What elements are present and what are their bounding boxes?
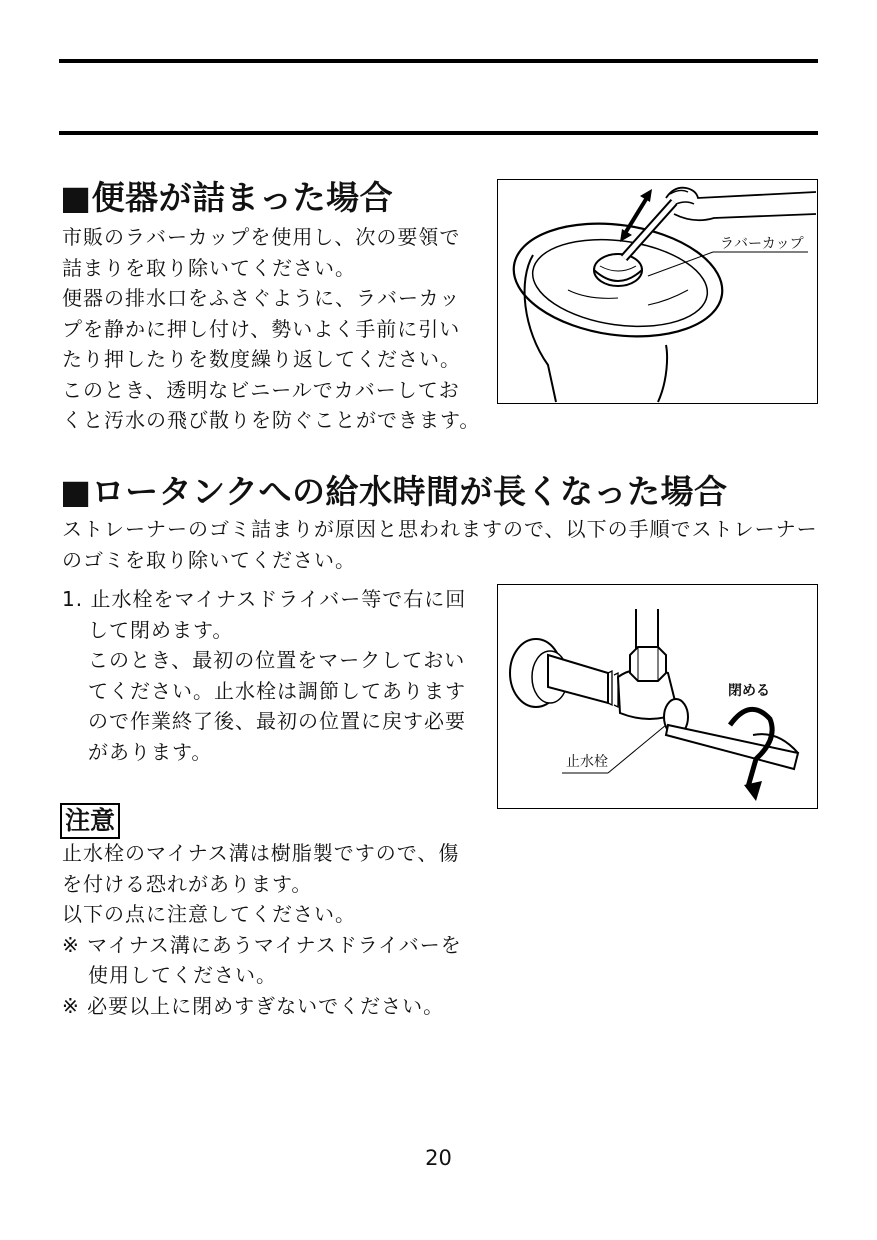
text-line: して閉めます。 <box>88 617 234 642</box>
caution-body <box>62 838 462 1021</box>
text-line: のゴミを取り除いてください。 <box>62 547 356 572</box>
toilet-plunger-illustration <box>498 180 817 403</box>
text-line: ※ マイナス溝にあうマイナスドライバーを <box>62 932 462 957</box>
plunger-figure <box>497 179 818 404</box>
section2-heading: ■ロータンクへの給水時間が長くなった場合 <box>60 472 728 511</box>
section1-heading: ■便器が詰まった場合 <box>60 178 394 217</box>
close-label: 閉める <box>728 683 770 699</box>
text-line: 止水栓のマイナス溝は樹脂製ですので、傷 <box>62 841 460 865</box>
text-line: くと汚水の飛び散りを防ぐことができます。 <box>62 408 481 432</box>
text-line: ※ 必要以上に閉めすぎないでください。 <box>62 993 445 1018</box>
text-line: プを静かに押し付け、勢いよく手前に引い <box>62 316 461 341</box>
section1-body <box>62 222 480 436</box>
text-line: 以下の点に注意してください。 <box>62 902 356 926</box>
text-line: 詰まりを取り除いてください。 <box>62 255 356 280</box>
text-line: このとき、最初の位置をマークしておい <box>88 648 466 672</box>
text-line: 市販のラバーカップを使用し、次の要領で <box>62 225 461 249</box>
rubber-cup-label: ラバーカップ <box>720 236 804 252</box>
stop-valve-label: 止水栓 <box>566 754 608 770</box>
caution-title: 注意 <box>60 803 120 839</box>
section-rule <box>59 131 818 135</box>
text-line: たり押したりを数度繰り返してください。 <box>62 347 461 371</box>
text-line: 便器の排水口をふさぐように、ラバーカッ <box>62 286 461 310</box>
text-line: 1. 止水栓をマイナスドライバー等で右に回 <box>62 587 467 611</box>
text-line: ストレーナーのゴミ詰まりが原因と思われますので、以下の手順でストレーナー <box>62 517 818 541</box>
text-line: を付ける恐れがあります。 <box>62 871 313 896</box>
section2-intro <box>62 514 818 575</box>
page-number: 20 <box>425 1146 452 1170</box>
text-line: があります。 <box>88 739 213 764</box>
step1-text <box>62 584 466 767</box>
text-line: ので作業終了後、最初の位置に戻す必要 <box>88 709 466 733</box>
text-line: てください。止水栓は調節してあります <box>88 678 466 703</box>
valve-figure <box>497 584 818 809</box>
top-rule <box>59 59 818 63</box>
text-line: このとき、透明なビニールでカバーしてお <box>62 377 460 402</box>
text-line: 使用してください。 <box>88 963 277 987</box>
